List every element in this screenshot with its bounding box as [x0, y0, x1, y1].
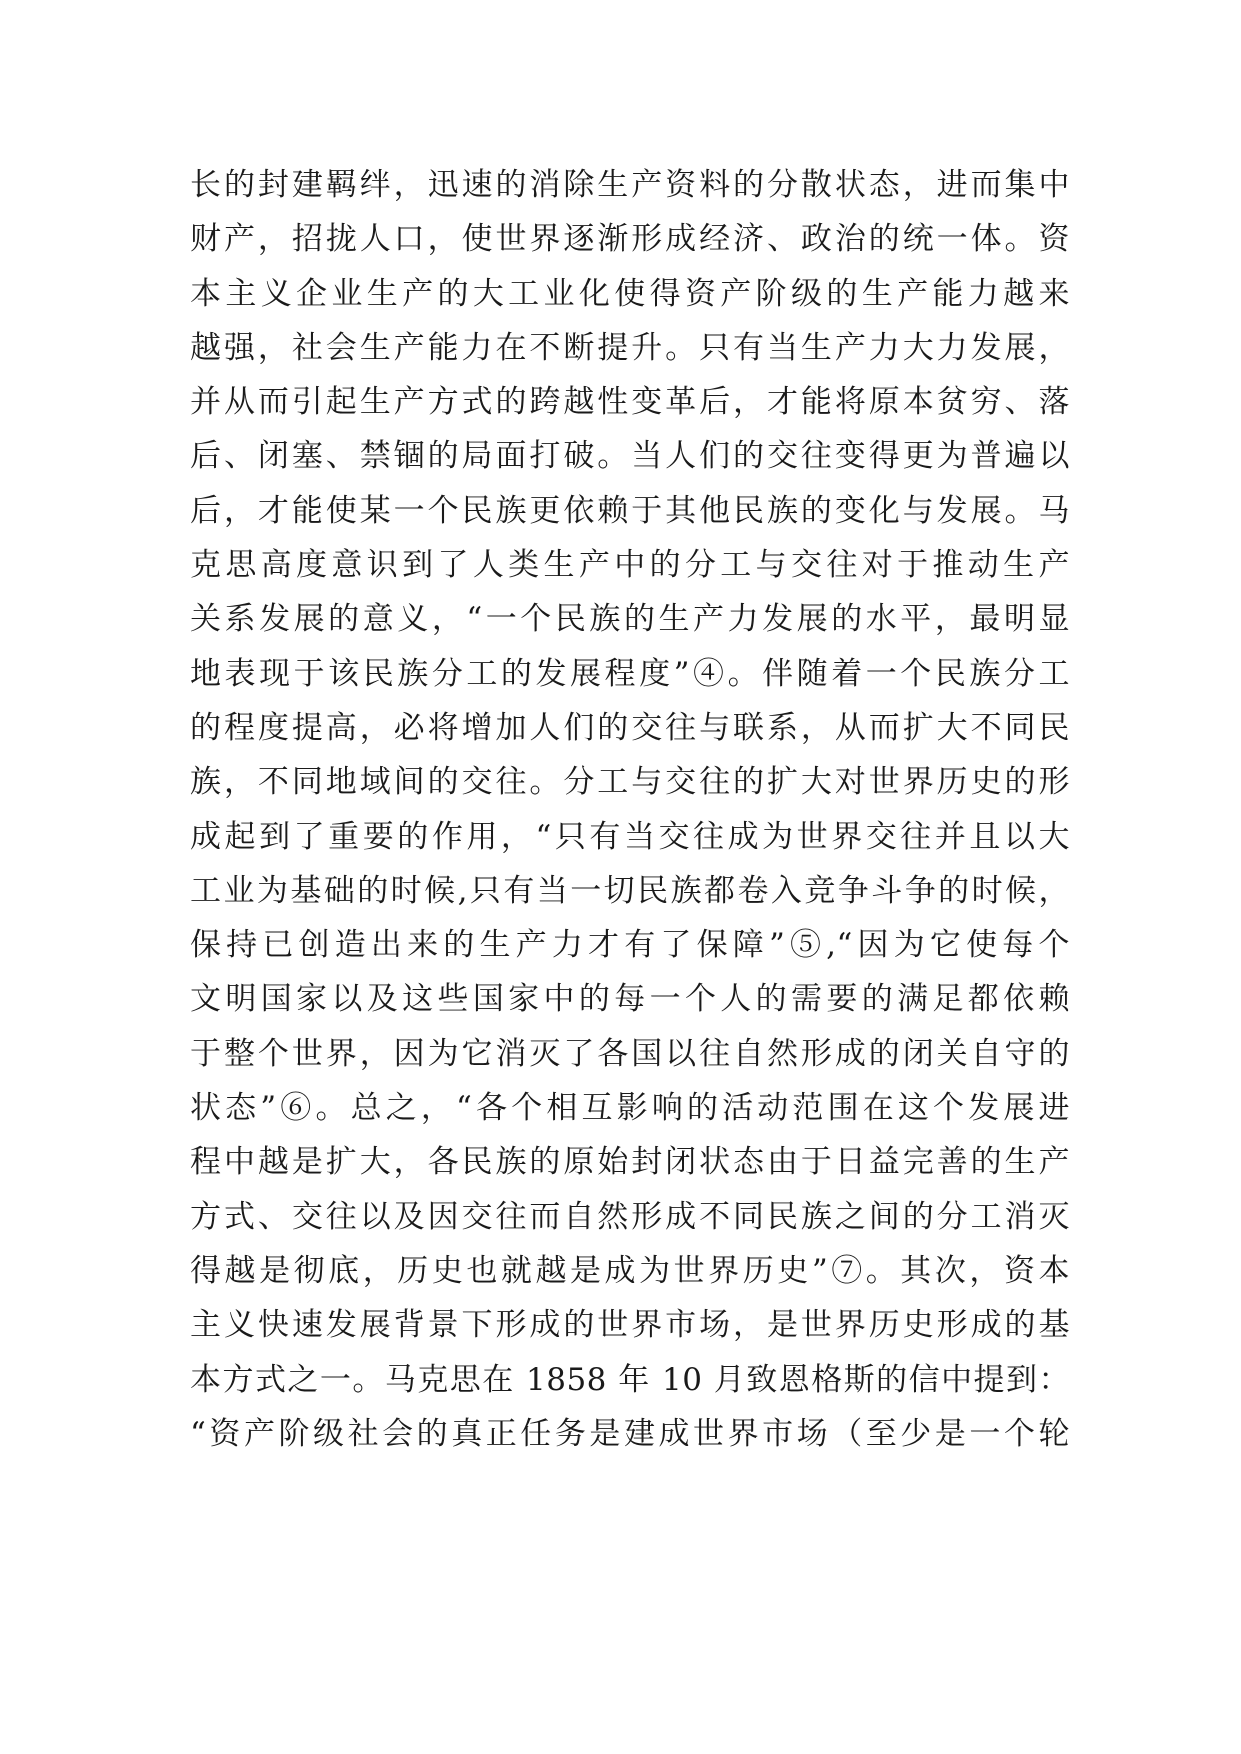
- text-line: 工业为基础的时候,只有当一切民族都卷入竞争斗争的时候，: [190, 872, 1070, 909]
- text-line: “资产阶级社会的真正任务是建成世界市场（至少是一个轮: [190, 1415, 1070, 1452]
- text-line: 关系发展的意义，“一个民族的生产力发展的水平，最明显: [190, 601, 1070, 638]
- text-line: 本主义企业生产的大工业化使得资产阶级的生产能力越来: [190, 275, 1070, 312]
- text-line: 本方式之一。马克思在 1858 年 10 月致恩格斯的信中提到：: [190, 1361, 1070, 1398]
- text-line: 长的封建羁绊，迅速的消除生产资料的分散状态，进而集中: [190, 167, 1070, 203]
- text-line: 得越是彻底，历史也就越是成为世界历史”⑦。其次，资本: [190, 1252, 1070, 1289]
- text-line: 后，才能使某一个民族更依赖于其他民族的变化与发展。马: [190, 492, 1070, 529]
- text-line: 状态”⑥。总之，“各个相互影响的活动范围在这个发展进: [190, 1090, 1070, 1127]
- text-line: 财产，招拢人口，使世界逐渐形成经济、政治的统一体。资: [190, 221, 1070, 258]
- text-line: 地表现于该民族分工的发展程度”④。伴随着一个民族分工: [190, 655, 1070, 692]
- text-line: 成起到了重要的作用，“只有当交往成为世界交往并且以大: [190, 818, 1070, 855]
- text-line: 于整个世界，因为它消灭了各国以往自然形成的闭关自守的: [190, 1035, 1070, 1072]
- text-line: 族，不同地域间的交往。分工与交往的扩大对世界历史的形: [190, 764, 1070, 801]
- text-line: 后、闭塞、禁锢的局面打破。当人们的交往变得更为普遍以: [190, 438, 1070, 475]
- text-line: 方式、交往以及因交往而自然形成不同民族之间的分工消灭: [190, 1198, 1070, 1235]
- text-line: 的程度提高，必将增加人们的交往与联系，从而扩大不同民: [190, 709, 1070, 746]
- text-line: 文明国家以及这些国家中的每一个人的需要的满足都依赖: [190, 981, 1070, 1018]
- text-line: 主义快速发展背景下形成的世界市场，是世界历史形成的基: [190, 1307, 1070, 1344]
- text-line: 克思高度意识到了人类生产中的分工与交往对于推动生产: [190, 547, 1070, 584]
- text-line: 保持已创造出来的生产力才有了保障”⑤,“因为它使每个: [190, 927, 1070, 964]
- text-line: 并从而引起生产方式的跨越性变革后，才能将原本贫穷、落: [190, 384, 1070, 421]
- body-text: [190, 158, 1070, 1461]
- text-line: 越强，社会生产能力在不断提升。只有当生产力大力发展，: [190, 329, 1070, 366]
- text-line: 程中越是扩大，各民族的原始封闭状态由于日益完善的生产: [190, 1144, 1070, 1181]
